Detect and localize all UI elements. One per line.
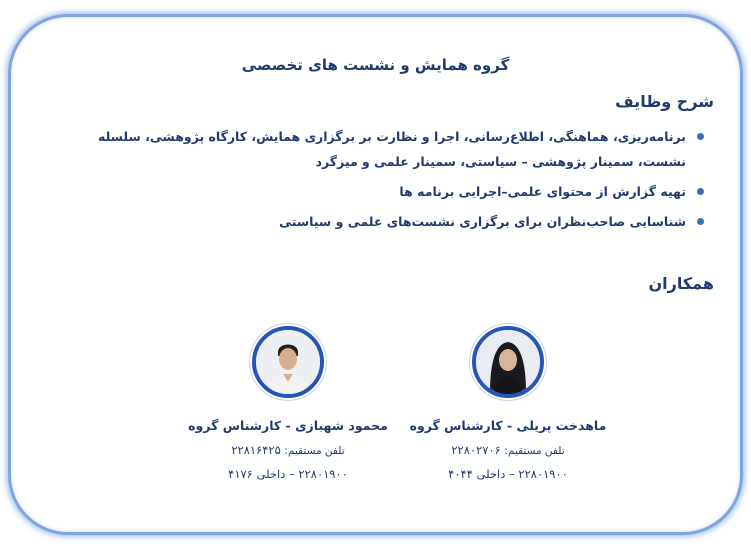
phone-label: تلفن مستقیم: [504, 445, 565, 457]
colleague-name: ماهدخت پریلی - کارشناس گروه [409, 418, 607, 433]
list-item: شناسایی صاحب‌نظران برای برگزاری نشست‌های علمی و سیاستی [90, 209, 686, 234]
colleague-extension: ۲۲۸۰۱۹۰۰ – داخلی ۴۰۴۴ [448, 467, 568, 481]
list-item: برنامه‌ریزی، هماهنگی، اطلاع‌رسانی، اجرا و نظارت بر برگزاری همایش، کارگاه پژوهشی، سلسله نشست، سمینار پژوهشی – سیاستی، سمینار علمی و میزگرد [90, 124, 686, 174]
phone-number: ۲۲۸۰۲۷۰۶ [451, 443, 501, 457]
duties-list [90, 124, 686, 239]
list-item: تهیه گزارش از محتوای علمی–اجرایی برنامه ها [90, 179, 686, 204]
page-title: گروه همایش و نشست های تخصصی [241, 56, 510, 74]
colleague-card [168, 326, 408, 481]
person-photo-icon [476, 330, 540, 394]
colleague-phone-line [388, 443, 628, 457]
person-photo-icon [256, 330, 320, 394]
colleagues-heading: همکاران [648, 274, 714, 293]
colleague-phone-line [168, 443, 408, 457]
duties-heading: شرح وظایف [615, 92, 714, 111]
colleague-extension: ۲۲۸۰۱۹۰۰ – داخلی ۴۱۷۶ [228, 467, 348, 481]
colleague-name: محمود شهبازی - کارشناس گروه [188, 418, 388, 433]
phone-label: تلفن مستقیم: [284, 445, 345, 457]
phone-number: ۲۲۸۱۶۴۲۵ [231, 443, 281, 457]
colleague-card [388, 326, 628, 481]
avatar [472, 326, 544, 398]
avatar [252, 326, 324, 398]
